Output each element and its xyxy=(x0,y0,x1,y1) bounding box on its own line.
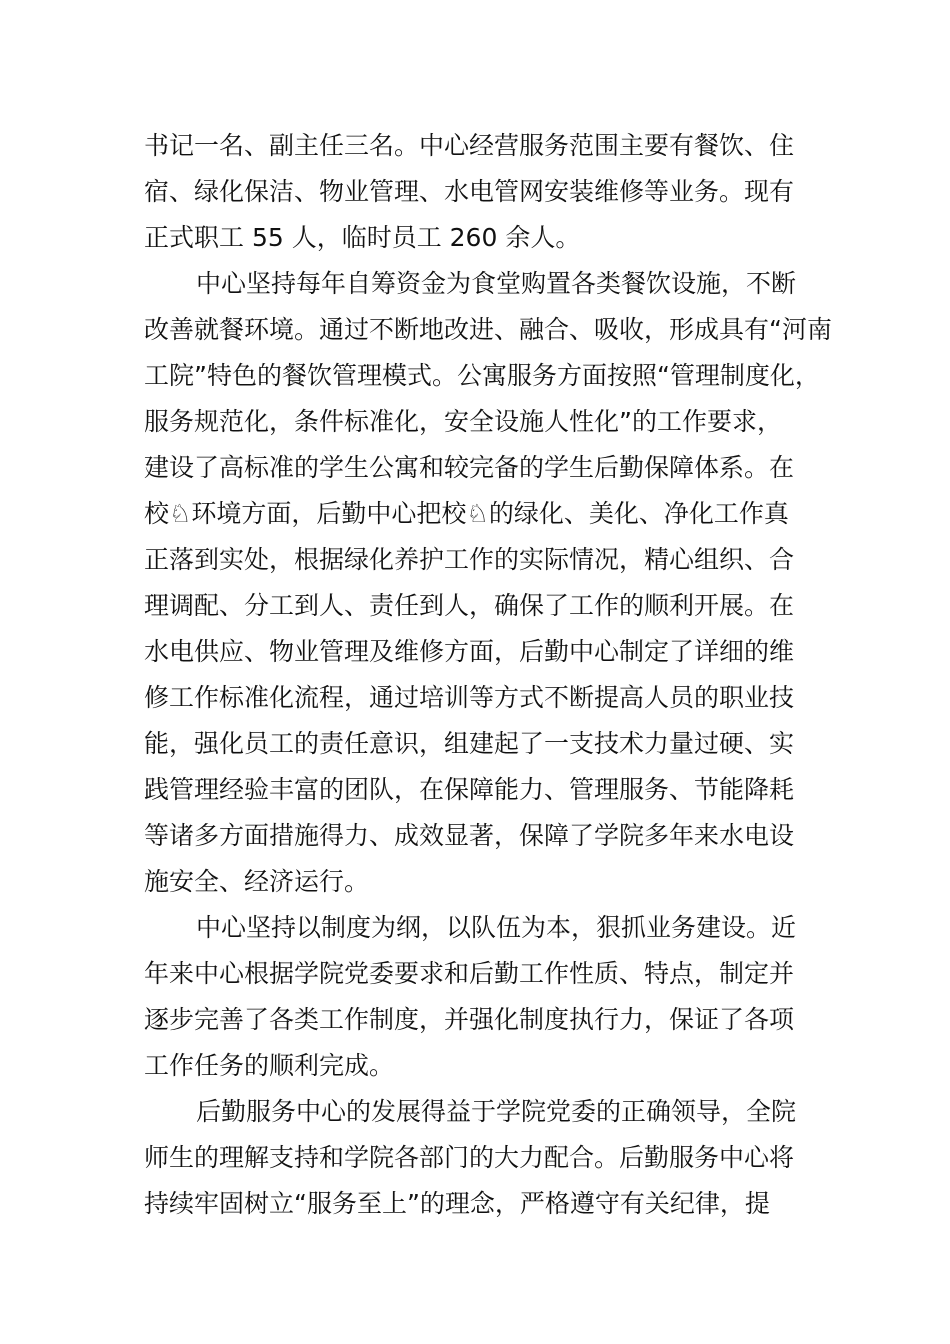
text-line: 师生的理解支持和学院各部门的大力配合。后勤服务中心将 xyxy=(144,1143,795,1172)
text-line: 书记一名、副主任三名。中心经营服务范围主要有餐饮、住 xyxy=(144,131,795,160)
text-line: 理调配、分工到人、责任到人，确保了工作的顺利开展。在 xyxy=(144,591,795,620)
text-line: 践管理经验丰富的团队，在保障能力、管理服务、节能降耗 xyxy=(144,775,795,804)
text-line: 工院”特色的餐饮管理模式。公寓服务方面按照“管理制度化， xyxy=(144,361,820,390)
text-line: 等诸多方面措施得力、成效显著，保障了学院多年来水电设 xyxy=(144,821,795,850)
text-line: 宿、绿化保洁、物业管理、水电管网安装维修等业务。现有 xyxy=(144,177,795,206)
text-line: 能，强化员工的责任意识，组建起了一支技术力量过硬、实 xyxy=(144,729,795,758)
text-line: 水电供应、物业管理及维修方面，后勤中心制定了详细的维 xyxy=(144,637,795,666)
text-line: 建设了高标准的学生公寓和较完备的学生后勤保障体系。在 xyxy=(144,453,795,482)
text-line: 校♘环境方面，后勤中心把校♘的绿化、美化、净化工作真 xyxy=(144,499,789,528)
text-line: 工作任务的顺利完成。 xyxy=(144,1051,395,1080)
paragraph-first-line: 中心坚持以制度为纲，以队伍为本，狠抓业务建设。近 xyxy=(196,913,797,942)
text-line: 年来中心根据学院党委要求和后勤工作性质、特点，制定并 xyxy=(144,959,795,988)
text-line: 正式职工 55 人，临时员工 260 余人。 xyxy=(144,223,581,252)
text-line: 正落到实处，根据绿化养护工作的实际情况，精心组织、合 xyxy=(144,545,795,574)
text-line: 施安全、经济运行。 xyxy=(144,867,370,896)
text-line: 改善就餐环境。通过不断地改进、融合、吸收，形成具有“河南 xyxy=(144,315,832,344)
text-line: 修工作标准化流程，通过培训等方式不断提高人员的职业技 xyxy=(144,683,795,712)
text-line: 持续牢固树立“服务至上”的理念，严格遵守有关纪律，提 xyxy=(144,1189,770,1218)
text-line: 服务规范化，条件标准化，安全设施人性化”的工作要求， xyxy=(144,407,782,436)
paragraph-first-line: 中心坚持每年自筹资金为食堂购置各类餐饮设施，不断 xyxy=(196,269,797,298)
text-line: 逐步完善了各类工作制度，并强化制度执行力，保证了各项 xyxy=(144,1005,795,1034)
paragraph-first-line: 后勤服务中心的发展得益于学院党委的正确领导，全院 xyxy=(196,1097,797,1126)
